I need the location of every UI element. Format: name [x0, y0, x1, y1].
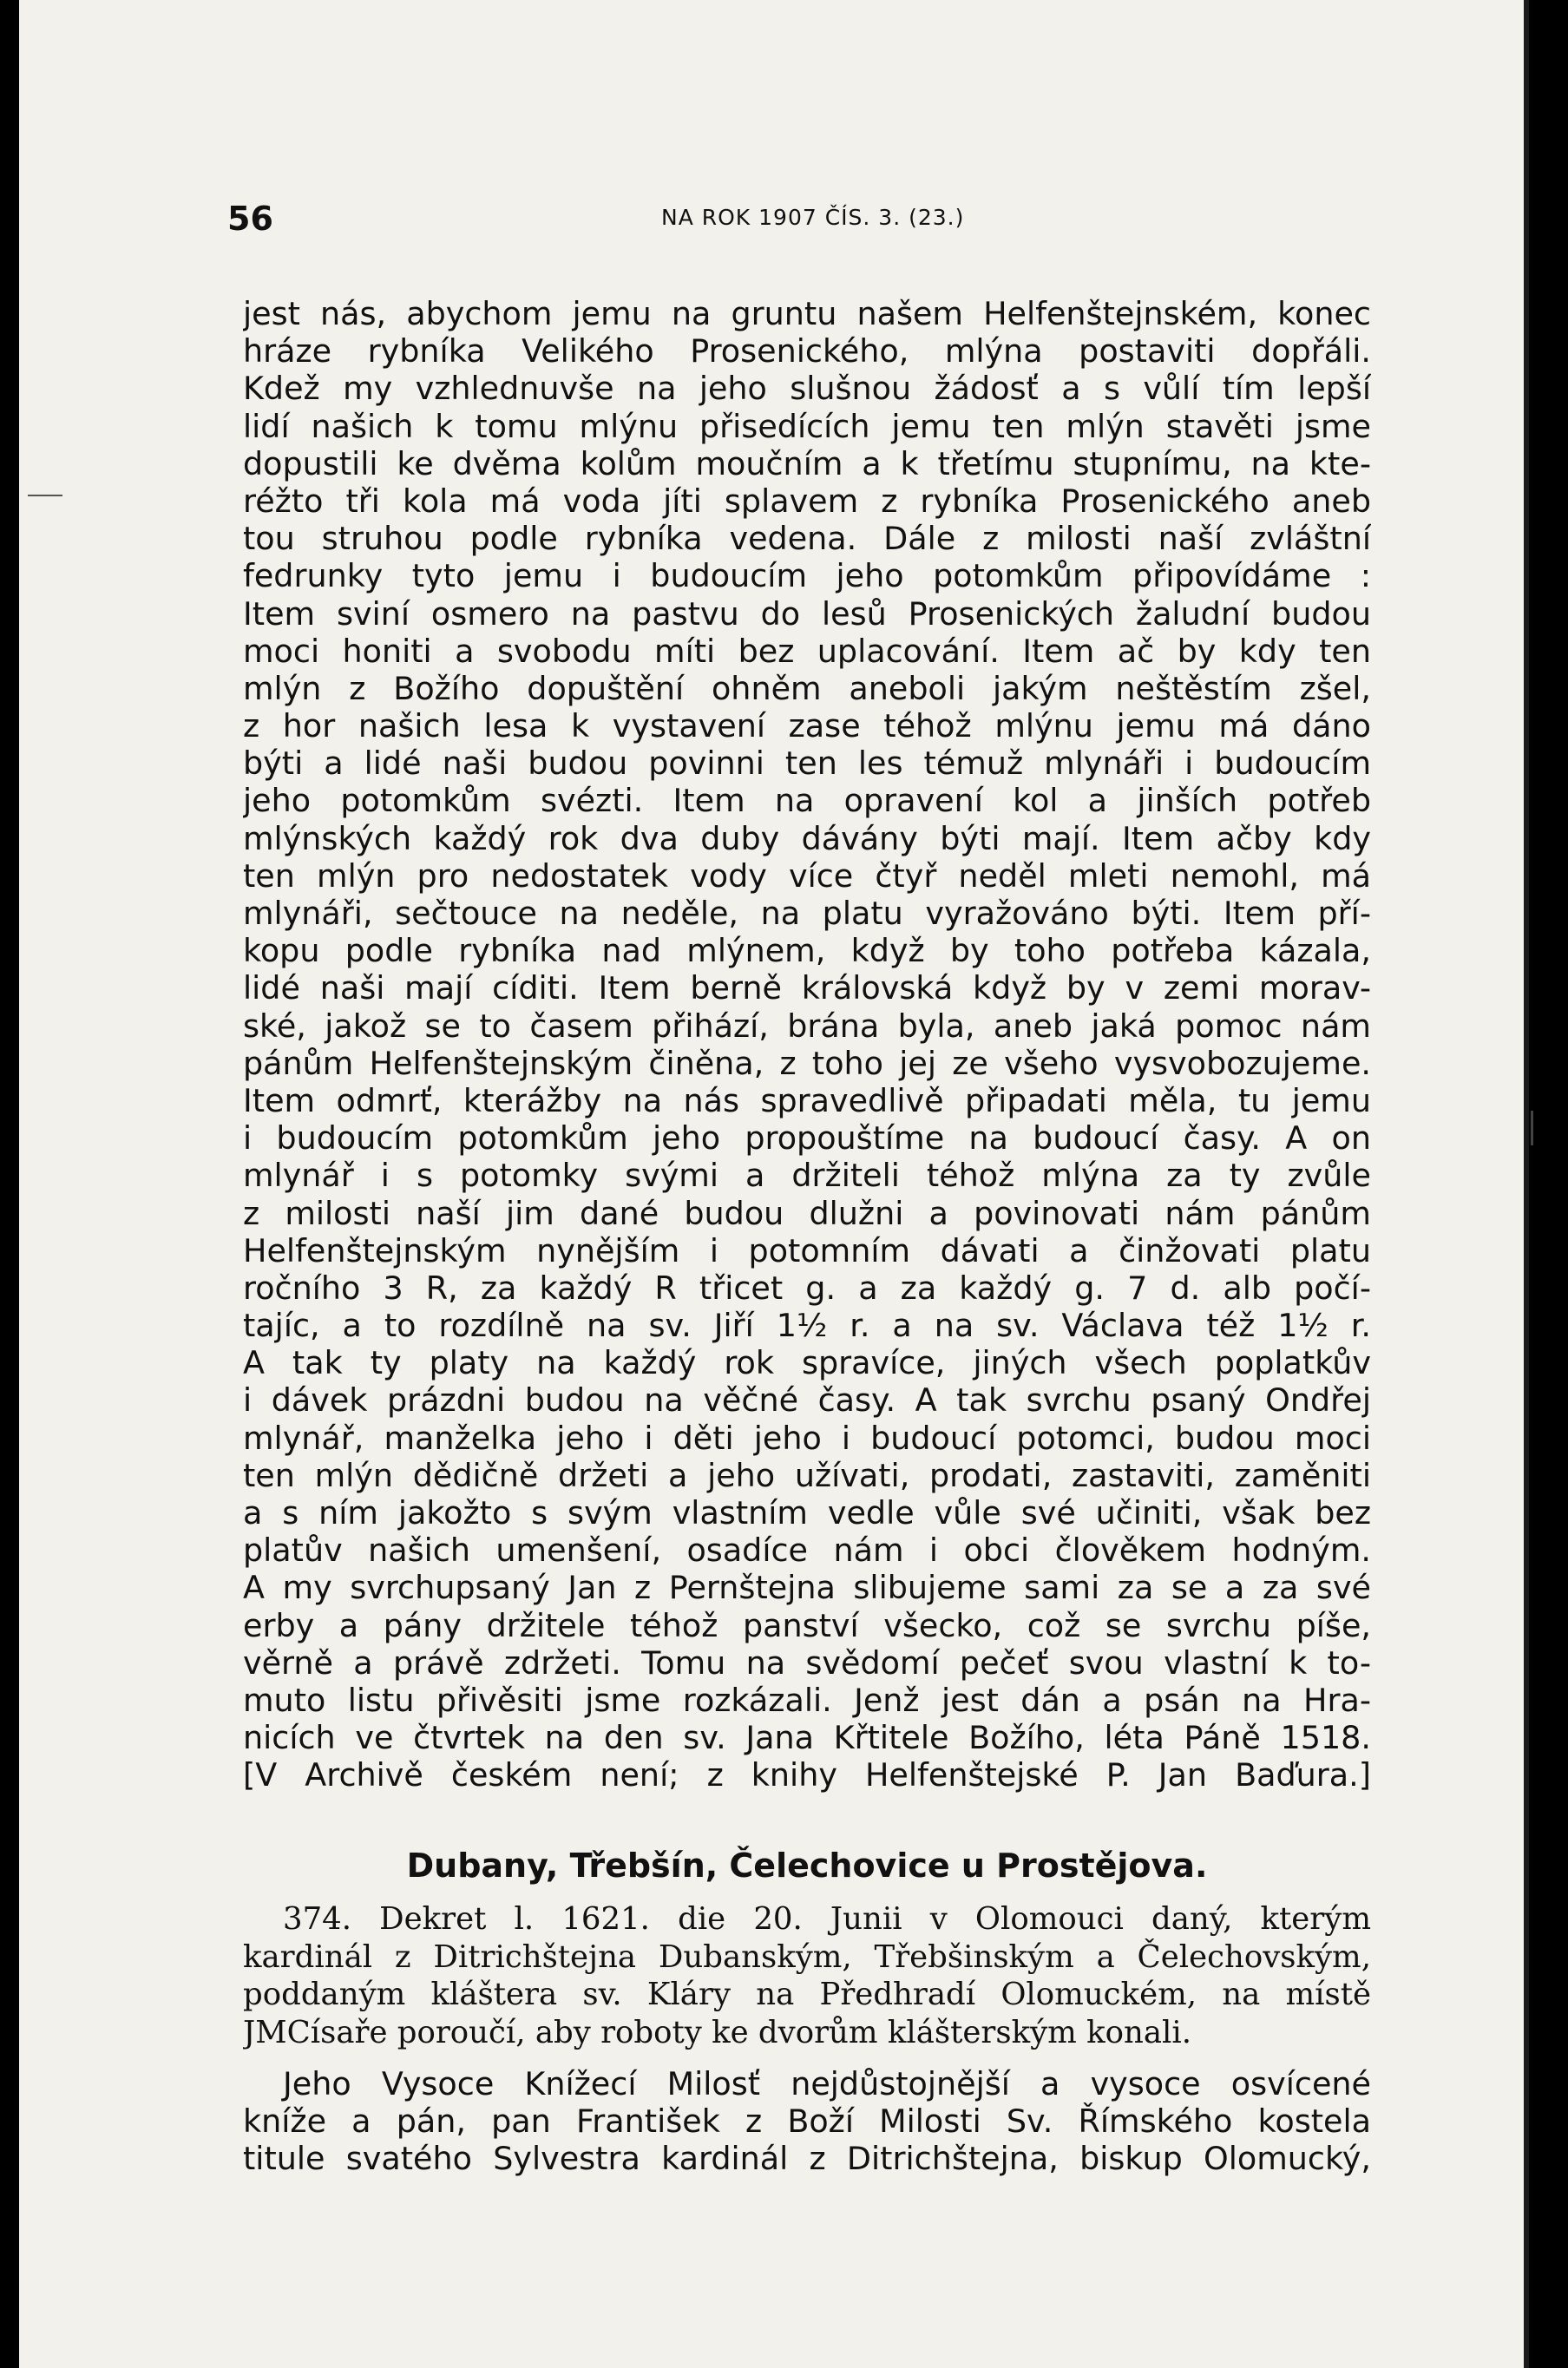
decree-line: 374. Dekret l. 1621. die 20. Junii v Olomouci daný, kterým [283, 1901, 1371, 1937]
text-line: lidé naši mají cíditi. Item berně královská když by v zemi morav- [243, 969, 1371, 1007]
body-text [243, 295, 1371, 1794]
text-line: [V Archivě českém není; z knihy Helfenštejské P. Jan Baďura.] [243, 1756, 1371, 1794]
text-line: mlynáři, sečtouce na neděle, na platu vyražováno býti. Item pří- [243, 895, 1371, 932]
decree-line: poddaným kláštera sv. Kláry na Předhradí Olomuckém, na místě [243, 1977, 1371, 2012]
decree-summary [243, 1900, 1371, 2051]
text-line: ten mlýn dědičně držeti a jeho užívati, prodati, zastaviti, zaměniti [243, 1456, 1371, 1494]
text-line: Item odmrť, kterážby na nás spravedlivě připadati měla, tu jemu [243, 1081, 1371, 1119]
text-line: Helfenštejnským nynějším i potomním dávati a činžovati platu [243, 1231, 1371, 1269]
text-line: i dávek prázdni budou na věčné časy. A tak svrchu psaný Ondřej [243, 1381, 1371, 1420]
text-line: kníže a pán, pan František z Boží Milosti Sv. Římského kostela [243, 2102, 1371, 2141]
margin-mark [1531, 1111, 1533, 1145]
text-line: býti a lidé naši budou povinni ten les témuž mlynáři i budoucím [243, 745, 1371, 783]
text-line: A tak ty platy na každý rok spravíce, jiných všech poplatkův [243, 1344, 1371, 1382]
text-line: hráze rybníka Velikého Prosenického, mlýna postaviti dopřáli. [243, 332, 1371, 371]
text-line: Item sviní osmero na pastvu do lesů Prosenických žaludní budou [243, 594, 1371, 633]
document-page [19, 0, 1529, 2368]
text-line: z hor našich lesa k vystavení zase téhož mlýnu jemu má dáno [243, 707, 1371, 745]
text-line: Jeho Vysoce Knížecí Milosť nejdůstojnější a vysoce osvícené [283, 2065, 1371, 2102]
text-line: erby a pány držitele téhož panství všecko, což se svrchu píše, [243, 1606, 1371, 1644]
text-line: mlýnských každý rok dva duby dávány býti mají. Item ačby kdy [243, 819, 1371, 857]
text-line: kopu podle rybníka nad mlýnem, když by toho potřeba kázala, [243, 932, 1371, 970]
text-line: ten mlýn pro nedostatek vody více čtyř neděl mleti nemohl, má [243, 856, 1371, 895]
text-line: lidí našich k tomu mlýnu přisedících jemu ten mlýn stavěti jsme [243, 407, 1371, 445]
text-line: fedrunky tyto jemu i budoucím jeho potomkům připovídáme : [243, 557, 1371, 595]
text-line: mlýn z Božího dopuštění ohněm aneboli jakým neštěstím zšel, [243, 669, 1371, 707]
page-number: 56 [227, 200, 273, 238]
text-line: A my svrchupsaný Jan z Pernštejna slibujeme sami za se a za své [243, 1569, 1371, 1607]
text-line: tajíc, a to rozdílně na sv. Jiří 1½ r. a na sv. Václava též 1½ r. [243, 1307, 1371, 1345]
text-line: věrně a právě zdržeti. Tomu na svědomí pečeť svou vlastní k to- [243, 1643, 1371, 1682]
running-head: NA ROK 1907 ČÍS. 3. (23.) [661, 205, 965, 230]
text-line: mlynář i s potomky svými a držiteli téhož mlýna za ty zvůle [243, 1157, 1371, 1195]
decree-line: JMCísaře poroučí, aby roboty ke dvorům klášterským konali. [243, 2014, 1191, 2050]
text-line: i budoucím potomkům jeho propouštíme na budoucí časy. A on [243, 1119, 1371, 1158]
decree-line: kardinál z Ditrichštejna Dubanským, Třebšinským a Čelechovským, [243, 1938, 1371, 1975]
text-line: a s ním jakožto s svým vlastním vedle vůle své učiniti, však bez [243, 1494, 1371, 1532]
text-line: jest nás, abychom jemu na gruntu našem Helfenštejnském, konec [243, 295, 1371, 332]
text-line: mlynář, manželka jeho i děti jeho i budoucí potomci, budou moci [243, 1419, 1371, 1457]
section-heading: Dubany, Třebšín, Čelechovice u Prostějova. [406, 1847, 1208, 1885]
text-line: z milosti naší jim dané budou dlužni a povinovati nám pánům [243, 1194, 1371, 1232]
text-line: tou struhou podle rybníka vedena. Dále z milosti naší zvláštní [243, 520, 1371, 558]
text-line: ročního 3 R, za každý R třicet g. a za každý g. 7 d. alb počí- [243, 1269, 1371, 1307]
text-line: jeho potomkům svézti. Item na opravení kol a jinších potřeb [243, 782, 1371, 820]
text-line: réžto tři kola má voda jíti splavem z rybníka Prosenického aneb [243, 482, 1371, 520]
text-line: muto listu přivěsiti jsme rozkázali. Jenž jest dán a psán na Hra- [243, 1681, 1371, 1719]
text-line: titule svatého Sylvestra kardinál z Ditrichštejna, biskup Olomucký, [243, 2140, 1371, 2178]
text-line: dopustili ke dvěma kolům moučním a k třetímu stupnímu, na kte- [243, 444, 1371, 482]
text-line: platův našich umenšení, osadíce nám i obci člověkem hodným. [243, 1532, 1371, 1570]
page-header [227, 200, 1390, 238]
text-line: moci honiti a svobodu míti bez uplacování. Item ač by kdy ten [243, 632, 1371, 670]
margin-mark [28, 495, 62, 496]
closing-paragraph [243, 2065, 1371, 2178]
text-line: ské, jakož se to časem přihází, brána byla, aneb jaká pomoc nám [243, 1007, 1371, 1045]
text-line: nicích ve čtvrtek na den sv. Jana Křtitele Božího, léta Páně 1518. [243, 1719, 1371, 1757]
text-line: pánům Helfenštejnským činěna, z toho jej ze všeho vysvobozujeme. [243, 1044, 1371, 1082]
text-line: Kdež my vzhlednuvše na jeho slušnou žádosť a s vůlí tím lepší [243, 370, 1371, 408]
